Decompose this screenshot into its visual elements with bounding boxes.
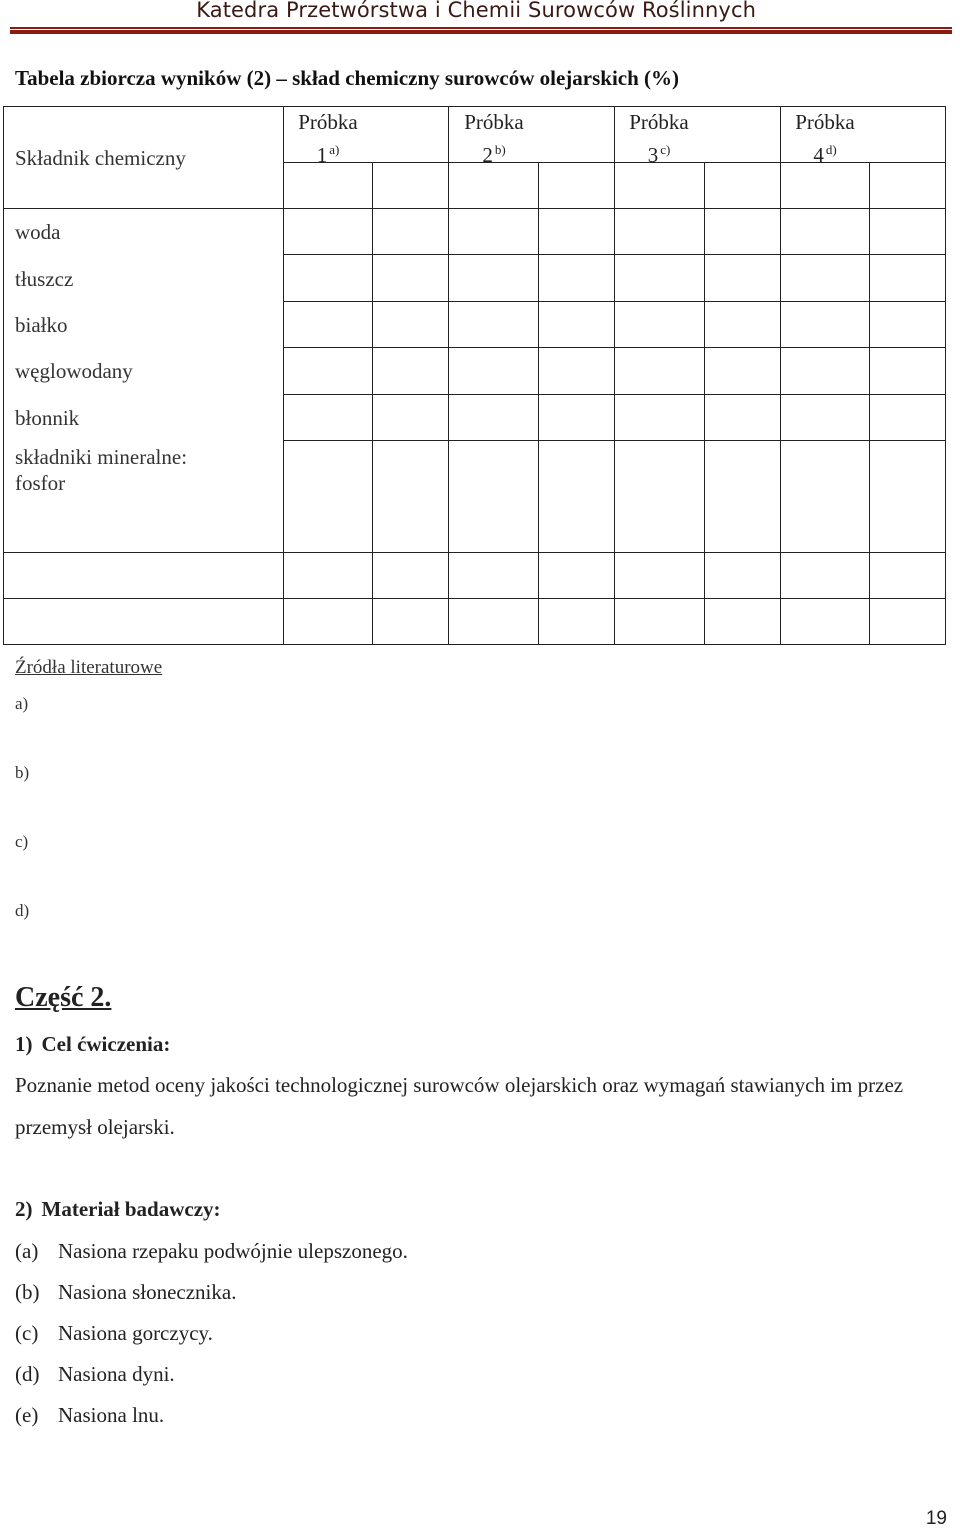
row-divider — [283, 301, 946, 302]
column-header-sample-4 — [785, 108, 865, 169]
table-border-left — [3, 106, 4, 645]
material-item — [15, 1239, 408, 1264]
col-divider — [869, 162, 870, 645]
row-label-carbohydrates: węglowodany — [15, 359, 133, 383]
column-header-sample-3 — [619, 108, 699, 169]
row-divider — [3, 208, 946, 209]
column-header-component: Składnik chemiczny — [15, 146, 186, 170]
sample-number: 2 — [482, 143, 493, 167]
sample-label: Próbka — [629, 110, 689, 134]
results-table — [3, 106, 946, 645]
row-label-minerals: składniki mineralne: — [15, 445, 188, 469]
material-item — [15, 1321, 213, 1346]
col-divider — [372, 162, 373, 645]
column-header-sample-1 — [288, 108, 368, 169]
sample-label: Próbka — [464, 110, 524, 134]
header-rule-thick — [10, 30, 952, 34]
table-border-bottom — [3, 644, 946, 645]
page-header — [0, 0, 960, 36]
sample-label: Próbka — [298, 110, 358, 134]
department-title: Katedra Przetwórstwa i Chemii Surowców Roślinnych — [196, 0, 756, 22]
sample-ref: a) — [329, 142, 340, 157]
page-number: 19 — [925, 1508, 947, 1529]
sample-number: 3 — [647, 143, 659, 167]
source-item-a: a) — [15, 694, 29, 713]
col-divider — [283, 106, 284, 645]
row-label-water: woda — [15, 220, 61, 244]
row-divider — [283, 440, 946, 441]
row-divider — [283, 254, 946, 255]
row-divider — [3, 552, 946, 553]
section-heading-goal — [15, 1032, 170, 1057]
item-text: Nasiona słonecznika. — [58, 1280, 237, 1304]
sample-number: 4 — [813, 143, 824, 167]
item-text: Nasiona gorczycy. — [58, 1321, 213, 1345]
section-number: 2) — [15, 1197, 33, 1221]
section-title: Materiał badawczy: — [41, 1197, 221, 1221]
item-marker: (c) — [15, 1321, 39, 1345]
row-label-fiber: błonnik — [15, 406, 80, 430]
sample-number: 1 — [316, 143, 328, 167]
col-divider — [704, 162, 705, 645]
column-header-sample-2 — [454, 108, 534, 169]
item-marker: (d) — [15, 1362, 40, 1386]
goal-paragraph: Poznanie metod oceny jakości technologicznej surowców olejarskich oraz wymagań stawianych im przez przemysł olejarski. — [15, 1073, 904, 1139]
item-text: Nasiona dyni. — [58, 1362, 175, 1386]
item-marker: (e) — [15, 1403, 39, 1427]
row-label-protein: białko — [15, 313, 68, 337]
sample-label: Próbka — [795, 110, 855, 134]
section-title: Cel ćwiczenia: — [41, 1032, 171, 1056]
col-divider — [614, 106, 615, 645]
item-marker: (b) — [15, 1280, 40, 1304]
header-rule — [10, 27, 952, 29]
sample-ref: b) — [494, 142, 506, 157]
item-marker: (a) — [15, 1239, 39, 1263]
section-heading-material — [15, 1197, 221, 1222]
material-item — [15, 1280, 236, 1305]
sample-ref: d) — [825, 142, 837, 157]
section-number: 1) — [15, 1032, 33, 1056]
sources-title: Źródła literaturowe — [15, 657, 163, 678]
source-item-c: c) — [15, 832, 29, 851]
source-item-b: b) — [15, 763, 30, 782]
table-border-top — [3, 106, 946, 107]
material-item — [15, 1403, 164, 1428]
material-item — [15, 1362, 175, 1387]
row-divider — [283, 347, 946, 348]
col-divider — [780, 106, 781, 645]
row-divider — [3, 598, 946, 599]
item-text: Nasiona lnu. — [58, 1403, 165, 1427]
row-label-fat: tłuszcz — [15, 267, 74, 291]
sample-ref: c) — [660, 142, 671, 157]
row-label-phosphorus: fosfor — [15, 471, 66, 495]
table-title: Tabela zbiorcza wyników (2) – skład chemiczny surowców olejarskich (%) — [15, 66, 680, 90]
col-divider — [538, 162, 539, 645]
table-border-right — [945, 106, 946, 645]
source-item-d: d) — [15, 901, 30, 920]
part-title: Część 2. — [15, 982, 112, 1013]
col-divider — [448, 106, 449, 645]
row-divider — [283, 394, 946, 395]
item-text: Nasiona rzepaku podwójnie ulepszonego. — [58, 1239, 408, 1263]
